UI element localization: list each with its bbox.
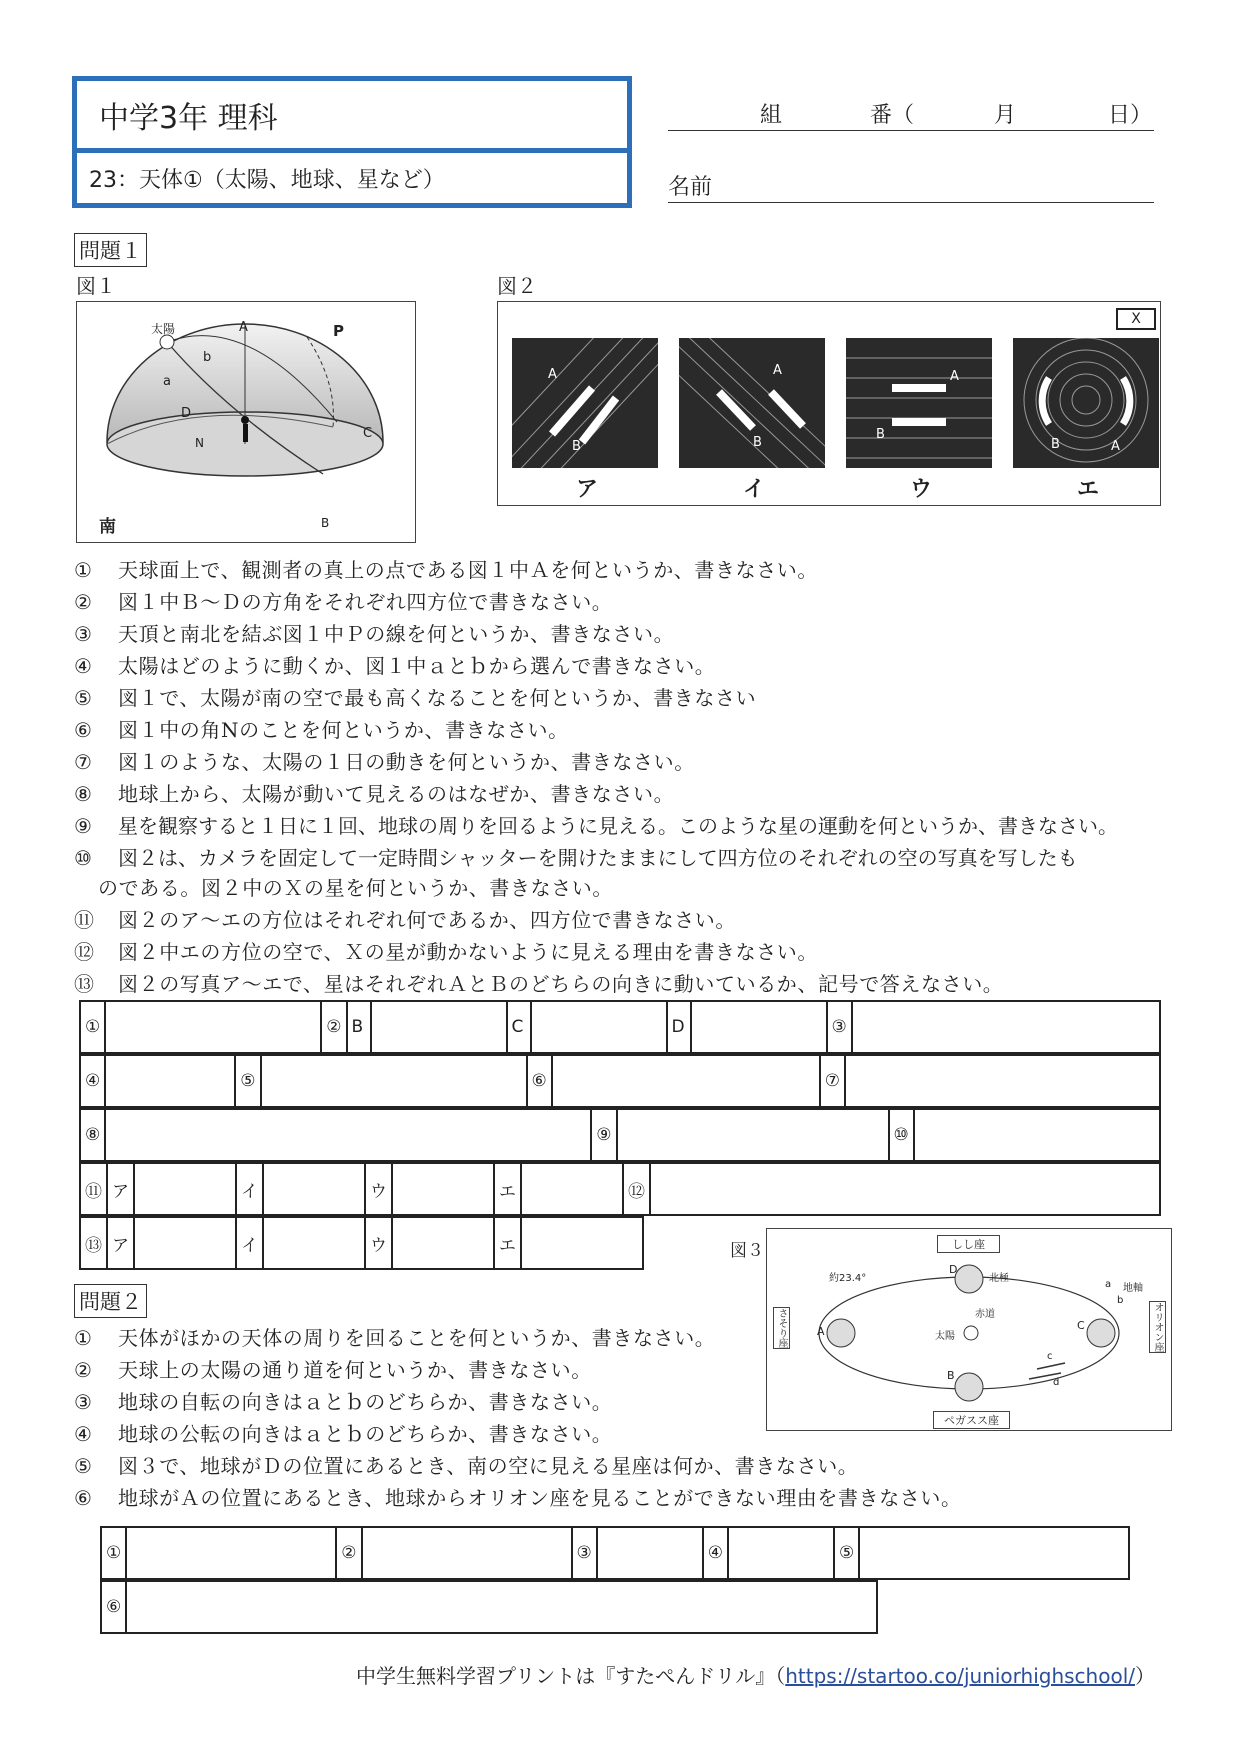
fig3-label-B: B	[947, 1369, 955, 1382]
ans-label-13u: ウ	[365, 1217, 392, 1269]
p2-ans-label-5: ⑤	[834, 1527, 859, 1579]
problem1-label: 問題１	[74, 233, 147, 267]
p2-question-4: ④ 地球の公転の向きはａとｂのどちらか、書きなさい。	[74, 1422, 613, 1446]
ans-label-7: ⑦	[820, 1055, 845, 1107]
photo-e-caption: エ	[1077, 477, 1100, 502]
ans-label-5: ⑤	[235, 1055, 260, 1107]
p1-question-8: ⑧ 地球上から、太陽が動いて見えるのはなぜか、書きなさい。	[74, 782, 675, 806]
fig3-north-pole: 北極	[989, 1273, 1009, 1284]
fig1-label-b: b	[203, 350, 212, 365]
answer-13i-field[interactable]	[263, 1217, 365, 1269]
p2-answer-5-field[interactable]	[859, 1527, 1129, 1579]
photo-e-label-B: B	[1051, 437, 1060, 452]
answer-4-field[interactable]	[105, 1055, 235, 1107]
photo-u-trails	[846, 338, 992, 468]
footer-text: 中学生無料学習プリントは『すたぺんドリル』（	[356, 1664, 786, 1688]
photo-i-trails	[679, 338, 825, 468]
photo-a-trails	[512, 338, 658, 468]
p2-answer-1-field[interactable]	[126, 1527, 336, 1579]
photo-u-caption: ウ	[910, 477, 933, 502]
photo-e	[1013, 338, 1159, 468]
ans-label-13e: エ	[494, 1217, 521, 1269]
ans-label-2C: C	[507, 1001, 531, 1053]
fig3-label-d: d	[1053, 1377, 1060, 1388]
fig3-tilt: 約23.4°	[829, 1273, 867, 1284]
fig3-label-a: a	[1105, 1279, 1112, 1290]
footer-close: ）	[1135, 1664, 1155, 1688]
fig2-label: 図２	[497, 274, 537, 298]
p2-ans-label-3: ③	[572, 1527, 597, 1579]
name-label: 名前	[668, 175, 713, 200]
answer-13u-field[interactable]	[392, 1217, 494, 1269]
answer-2D-field[interactable]	[691, 1001, 827, 1053]
class-field[interactable]	[668, 98, 1154, 131]
p2-answer-6-field[interactable]	[126, 1581, 877, 1633]
ans-label-3: ③	[827, 1001, 852, 1053]
day-label: 日）	[1108, 103, 1153, 128]
photo-a-label-B: B	[572, 439, 581, 454]
answer-6-field[interactable]	[552, 1055, 820, 1107]
p1-question-13: ⑬ 図２の写真ア～エで、星はそれぞれＡとＢのどちらの向きに動いているか、記号で答えなさい。	[74, 972, 1004, 996]
photo-u-label-A: A	[950, 369, 959, 384]
ans-label-1: ①	[80, 1001, 105, 1053]
ans-label-2B: B	[347, 1001, 371, 1053]
answer-13a-field[interactable]	[134, 1217, 236, 1269]
fig1-label: 図１	[76, 274, 116, 298]
ans-label-2: ②	[321, 1001, 346, 1053]
title-box	[72, 76, 632, 208]
fig3-equator: 赤道	[975, 1309, 995, 1320]
p2-ans-label-6: ⑥	[101, 1581, 126, 1633]
p1-question-1: ① 天球面上で、観測者の真上の点である図１中Ａを何というか、書きなさい。	[74, 558, 818, 582]
celestial-sphere-drawing	[77, 302, 415, 542]
fig3-label-C: C	[1077, 1319, 1085, 1332]
fig1-south-label: 南	[99, 517, 116, 537]
ans-label-8: ⑧	[80, 1109, 105, 1161]
photo-i-label-A: A	[773, 363, 782, 378]
photo-i	[679, 338, 825, 468]
fig3-label-c: c	[1047, 1351, 1053, 1362]
fig3-pegasus: ペガスス座	[933, 1411, 1010, 1429]
p1-question-2: ② 図１中Ｂ～Ｄの方角をそれぞれ四方位で書きなさい。	[74, 590, 613, 614]
p1-question-7: ⑦ 図１のような、太陽の１日の動きを何というか、書きなさい。	[74, 750, 695, 774]
page-subtitle: 23：天体①（太陽、地球、星など）	[89, 168, 445, 193]
fig1-label-a: a	[163, 374, 171, 389]
fig2-star-photos	[497, 301, 1161, 506]
p1-answer-row-3	[79, 1108, 1161, 1162]
photo-a-label-A: A	[548, 367, 557, 382]
photo-i-caption: イ	[743, 477, 766, 502]
ans-label-11u: ウ	[365, 1163, 392, 1215]
footer	[356, 1660, 1155, 1689]
answer-11i-field[interactable]	[263, 1163, 365, 1215]
problem2-label: 問題２	[74, 1284, 147, 1318]
fig1-label-D: D	[181, 406, 192, 421]
answer-9-field[interactable]	[617, 1109, 889, 1161]
p2-question-2: ② 天球上の太陽の通り道を何というか、書きなさい。	[74, 1358, 592, 1382]
answer-3-field[interactable]	[852, 1001, 1160, 1053]
fig3-orion: オリオン座	[1149, 1301, 1166, 1353]
answer-11u-field[interactable]	[392, 1163, 494, 1215]
fig1-label-B: B	[321, 516, 330, 530]
p2-question-1: ① 天体がほかの天体の周りを回ることを何というか、書きなさい。	[74, 1326, 716, 1350]
fig1-label-P: P	[333, 322, 344, 340]
answer-8-field[interactable]	[105, 1109, 591, 1161]
p1-answer-row-1	[79, 1000, 1161, 1054]
p2-answer-row-2	[100, 1580, 878, 1634]
photo-i-label-B: B	[753, 435, 762, 450]
p2-answer-row-1	[100, 1526, 1130, 1580]
p1-question-11: ⑪ 図２のア～エの方位はそれぞれ何であるか、四方位で書きなさい。	[74, 908, 736, 932]
p2-ans-label-1: ①	[101, 1527, 126, 1579]
fig3-axis: 地軸	[1123, 1283, 1143, 1294]
fig3-label-D: D	[949, 1263, 958, 1276]
p2-ans-label-2: ②	[336, 1527, 361, 1579]
title-divider	[77, 148, 627, 153]
fig1-celestial-sphere	[76, 301, 416, 543]
answer-7-field[interactable]	[845, 1055, 1160, 1107]
p1-question-12: ⑫ 図２中エの方位の空で、Ｘの星が動かないように見える理由を書きなさい。	[74, 940, 818, 964]
photo-a-caption: ア	[576, 477, 599, 502]
fig3-label: 図３	[730, 1241, 764, 1261]
p1-question-9: ⑨ 星を観察すると１日に１回、地球の周りを回るように見える。このような星の運動を何というか、書きなさい。	[74, 814, 1118, 838]
photo-u	[846, 338, 992, 468]
p1-question-3: ③ 天頂と南北を結ぶ図１中Ｐの線を何というか、書きなさい。	[74, 622, 675, 646]
fig1-sun-label: 太陽	[151, 322, 176, 336]
ans-label-11: ⑪	[80, 1163, 107, 1215]
photo-u-label-B: B	[876, 427, 885, 442]
p1-question-10: ⑩ 図２は、カメラを固定して一定時間シャッターを開けたままにして四方位のそれぞれの空の写真を写したも	[74, 846, 1078, 870]
ans-label-6: ⑥	[527, 1055, 552, 1107]
ans-label-12: ⑫	[623, 1163, 650, 1215]
p1-answer-row-2	[79, 1054, 1161, 1108]
ans-label-2D: D	[667, 1001, 691, 1053]
answer-10-field[interactable]	[914, 1109, 1160, 1161]
p1-answer-row-4	[79, 1162, 1161, 1216]
p2-answer-2-field[interactable]	[362, 1527, 572, 1579]
ans-label-10: ⑩	[889, 1109, 914, 1161]
ans-label-11e: エ	[494, 1163, 521, 1215]
fig1-label-A: A	[239, 320, 248, 335]
fig1-label-C: C	[363, 426, 373, 441]
answer-2B-field[interactable]	[371, 1001, 507, 1053]
ans-label-11a: ア	[107, 1163, 134, 1215]
kumi-label: 組	[760, 103, 783, 128]
ans-label-9: ⑨	[591, 1109, 616, 1161]
p1-question-4: ④ 太陽はどのように動くか、図１中ａとｂから選んで書きなさい。	[74, 654, 716, 678]
name-field[interactable]	[668, 170, 1154, 203]
fig2-x-box: X	[1116, 308, 1156, 330]
fig3-label-A: A	[817, 1325, 825, 1338]
answer-12-field[interactable]	[650, 1163, 1160, 1215]
photo-e-label-A: A	[1111, 439, 1120, 454]
fig3-orbit	[766, 1228, 1172, 1431]
p1-question-10-cont: のである。図２中のＸの星を何というか、書きなさい。	[98, 876, 613, 900]
p2-question-6: ⑥ 地球がＡの位置にあるとき、地球からオリオン座を見ることができない理由を書きなさい。	[74, 1486, 962, 1510]
p2-answer-3-field[interactable]	[597, 1527, 703, 1579]
p1-question-6: ⑥ 図１中の角Nのことを何というか、書きなさい。	[74, 718, 569, 742]
answer-11e-field[interactable]	[521, 1163, 623, 1215]
ans-label-13: ⑬	[80, 1217, 107, 1269]
p2-ans-label-4: ④	[703, 1527, 728, 1579]
p2-answer-4-field[interactable]	[728, 1527, 834, 1579]
p2-question-3: ③ 地球の自転の向きはａとｂのどちらか、書きなさい。	[74, 1390, 613, 1414]
month-label: 月	[994, 103, 1017, 128]
ans-label-11i: イ	[236, 1163, 263, 1215]
fig3-leo: しし座	[937, 1235, 1000, 1253]
ans-label-4: ④	[80, 1055, 105, 1107]
p2-question-5: ⑤ 図３で、地球がＤの位置にあるとき、南の空に見える星座は何か、書きなさい。	[74, 1454, 859, 1478]
footer-link[interactable]: https://startoo.co/juniorhighschool/	[785, 1664, 1135, 1688]
fig3-label-b: b	[1117, 1295, 1124, 1306]
answer-5-field[interactable]	[261, 1055, 527, 1107]
ans-label-13a: ア	[107, 1217, 134, 1269]
ban-label: 番（	[870, 103, 915, 128]
fig3-sun: 太陽	[935, 1331, 955, 1342]
orbit-drawing	[767, 1229, 1171, 1430]
answer-11a-field[interactable]	[134, 1163, 236, 1215]
answer-13e-field[interactable]	[521, 1217, 643, 1269]
answer-1-field[interactable]	[105, 1001, 321, 1053]
photo-e-trails	[1013, 338, 1159, 468]
answer-2C-field[interactable]	[531, 1001, 667, 1053]
page-title: 中学3年 理科	[99, 101, 278, 136]
fig1-label-N: N	[195, 436, 204, 450]
ans-label-13i: イ	[236, 1217, 263, 1269]
p1-question-5: ⑤ 図１で、太陽が南の空で最も高くなることを何というか、書きなさい	[74, 686, 757, 710]
photo-a	[512, 338, 658, 468]
p1-answer-row-5	[79, 1216, 644, 1270]
fig3-scorpio: さそり座	[773, 1307, 790, 1349]
